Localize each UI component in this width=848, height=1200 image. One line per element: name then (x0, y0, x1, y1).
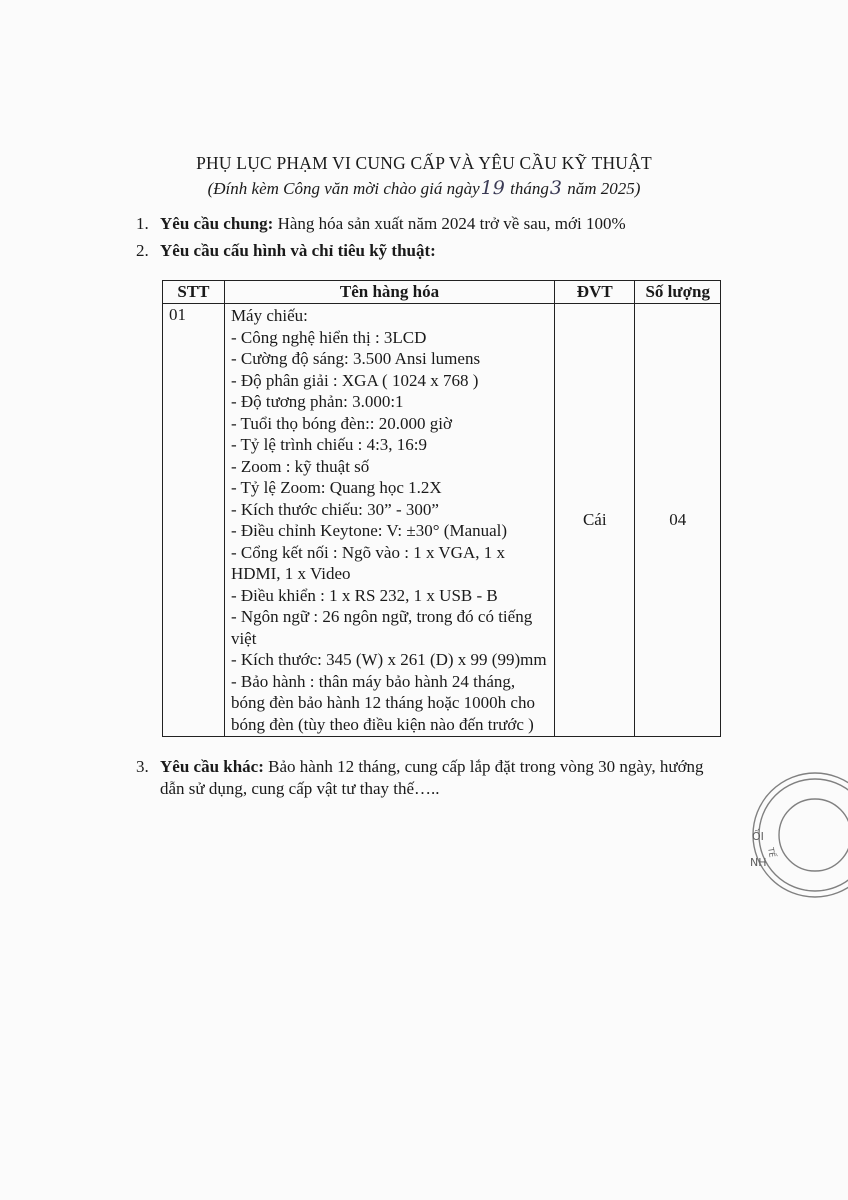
spec-line: - Độ phân giải : XGA ( 1024 x 768 ) (230, 370, 479, 390)
handwritten-day: 19 (480, 177, 505, 199)
spec-line: bóng đèn bảo hành 12 tháng hoặc 1000h cho (230, 693, 535, 712)
spec-line: - Tỷ lệ trình chiếu : 4:3, 16:9 (230, 435, 428, 454)
handwritten-month: 3 (549, 177, 562, 199)
header-item-name: Tên hàng hóa (224, 281, 554, 304)
spec-line: Máy chiếu: (230, 306, 308, 325)
table-header-row (163, 281, 721, 304)
section-text: Bảo hành 12 tháng, cung cấp lắp đặt trong vòng 30 ngày, hướng (263, 757, 704, 776)
spec-line: - Cổng kết nối : Ngõ vào : 1 x VGA, 1 x (230, 542, 505, 562)
section-number: 3. (136, 757, 149, 776)
spec-line: - Độ tương phản: 3.000:1 (230, 392, 404, 411)
subtitle-mid: tháng (505, 179, 549, 198)
section-number: 1. (136, 214, 149, 233)
spec-line: việt (230, 628, 257, 648)
spec-line: - Điều khiển : 1 x RS 232, 1 x USB - B (230, 585, 498, 605)
document-title: PHỤ LỤC PHẠM VI CUNG CẤP VÀ YÊU CẦU KỸ THUẬT (196, 153, 652, 173)
table-row (163, 304, 721, 737)
spec-line: - Điều chỉnh Keytone: V: ±30° (Manual) (230, 521, 508, 540)
section-label: Yêu cầu cấu hình và chỉ tiêu kỹ thuật: (160, 241, 436, 260)
section-text: Hàng hóa sản xuất năm 2024 trở về sau, mới 100% (273, 214, 626, 233)
header-unit: ĐVT (555, 281, 635, 304)
spec-line: - Tỷ lệ Zoom: Quang học 1.2X (230, 478, 442, 497)
spec-line: - Tuổi thọ bóng đèn:: 20.000 giờ (230, 413, 452, 433)
official-seal (740, 760, 848, 910)
spec-line: - Cường độ sáng: 3.500 Ansi lumens (230, 349, 481, 368)
section-number: 2. (136, 241, 149, 260)
section-label: Yêu cầu chung: (160, 214, 274, 233)
spec-line: - Ngôn ngữ : 26 ngôn ngữ, trong đó có tiếng (230, 607, 533, 626)
spec-line: - Kích thước: 345 (W) x 261 (D) x 99 (99)mm (230, 650, 547, 669)
seal-text-b: NH (750, 856, 767, 869)
spec-table (162, 280, 721, 737)
cell-quantity: 04 (635, 304, 721, 737)
section-label: Yêu cầu khác: (160, 757, 264, 776)
document-subtitle (0, 177, 848, 199)
seal-text-a: ỐI (752, 830, 764, 843)
cell-item-name (224, 304, 554, 737)
spec-line: - Bảo hành : thân máy bảo hành 24 tháng, (230, 671, 516, 691)
subtitle-suffix: năm 2025) (562, 179, 641, 198)
cell-unit: Cái (555, 304, 635, 737)
cell-stt: 01 (163, 304, 225, 737)
section-text-continued: dẫn sử dụng, cung cấp vật tư thay thế….. (160, 779, 440, 798)
spec-line: - Kích thước chiếu: 30” - 300” (230, 499, 439, 519)
spec-line: bóng đèn (tùy theo điều kiện nào đến trước ) (230, 714, 534, 734)
spec-line: HDMI, 1 x Video (230, 564, 351, 583)
section-general-requirements (136, 213, 626, 235)
header-quantity: Số lượng (635, 281, 721, 304)
header-stt: STT (163, 281, 225, 304)
section-technical-requirements (136, 240, 436, 262)
subtitle-prefix: (Đính kèm Công văn mời chào giá ngày (207, 179, 480, 198)
seal-text-c: TẾ (766, 846, 777, 859)
spec-line: - Công nghệ hiển thị : 3LCD (230, 327, 427, 347)
spec-line: - Zoom : kỹ thuật số (230, 456, 370, 476)
section-other-requirements (136, 756, 796, 800)
